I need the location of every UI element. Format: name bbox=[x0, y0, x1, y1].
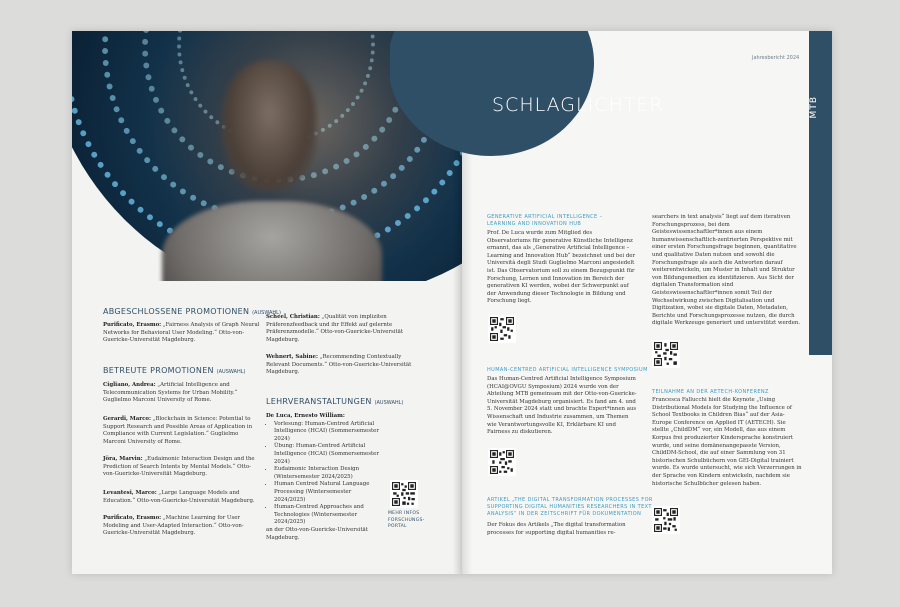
promotion-entry: Purificato, Erasmo: „Fairness Analysis of Graph Neural Networks for Behavioral User Modeling.“ Otto-von-Guericke-Universität Magdeburg. bbox=[103, 322, 260, 344]
aetech-text: Francesca Fallucchi hielt die Keynote „Using Distributional Models for Studying the Influence of School Textbooks in Children Bias“ auf der Asia-Europe Conference on Applied IT (AETECH). Sie stellte „ChildDM“ vor, ein Modell, das aus einem Korpus frei produzierter Kindersprache konstruiert wurde, und seine domänenangepasste Version, ChildDM-School, die auf einer Sammlung von 31 historischen Schulbüchern von GEI-Digital trainiert wurde. Es wurde untersucht, wie sich Verzerrungen in der Sprache von Kindern entwickeln, nachdem sie historische Schulbücher gelesen haben. bbox=[652, 397, 802, 487]
course-item: • Vorlesung: Human-Centred Artificial Intelligence (HCAI) (Sommersemester 2024) bbox=[274, 421, 384, 444]
course-item: • Übung: Human-Centred Artificial Intelligence (HCAI) (Sommersemester 2024) bbox=[274, 443, 384, 466]
promotion-entry: Scheel, Christian: „Qualität von impliziten Präferenzfeedback und ihr Effekt auf gelernte Präferenzmodelle.“ Otto-von-Guericke-Universität Magdeburg. bbox=[266, 314, 404, 343]
article-text: Der Fokus des Artikels „The digital transformation processes for supporting digital humanities re- bbox=[487, 522, 626, 536]
heading-article: ARTIKEL „THE DIGITAL TRANSFORMATION PROCESSES FOR SUPPORTING DIGITAL HUMANITIES RESEARCHERS IN TEXT ANALYSIS“ IN DER ZEITSCHRIFT FÜR DOKUMENTATION bbox=[487, 497, 653, 517]
teaching-footer: an der Otto-von-Guericke-Universität Magdeburg. bbox=[266, 526, 368, 541]
person-face bbox=[222, 61, 317, 191]
qr-code[interactable] bbox=[652, 506, 680, 534]
course-item: • Human Centred Natural Language Processing (Wintersemester 2024/2025) bbox=[274, 481, 384, 504]
article-continued-text: searchers in text analysis“ liegt auf dem iterativen Forschungsprozess, bei dem Geisteswissenschaftler*innen aus einem humanwissenschaftlich-zentrierten Perspektive mit einer ersten Forschungsfrage beginnen, quantitative und qualitative Daten nutzen und sowohl die Forschungsfrage als auch die Antworten darauf weiterentwickeln, um Muster in Inhalt und Struktur von Bildungsmedien zu identifizieren. Aus Sicht der digitalen Transformation sind Geisteswissenschaftler*innen somit Teil der Wechselwirkung zwischen Digitalisation und Digitization, wobei sie digitale Daten, Metadaten, Berichte und Forschungsprozesse nutzen, die durch digitale Werkzeuge generiert und unterstützt werden. bbox=[652, 214, 801, 327]
lecturer-name: De Luca, Ernesto William: bbox=[266, 413, 345, 419]
course-item: • Human-Centred Approaches and Technologies (Wintersemester 2024/2025) bbox=[274, 504, 384, 527]
section-title: SCHLAGLICHTER bbox=[492, 94, 664, 116]
title-circle-left-clip bbox=[390, 31, 462, 156]
teaching-list bbox=[266, 413, 384, 542]
qr-code[interactable] bbox=[652, 340, 680, 368]
promotion-entry: Purificato, Erasmo: „Machine Learning for User Modeling and User-Adapted Interaction.“ Otto-von-Guericke-Universität Magdeburg. bbox=[103, 515, 244, 537]
report-label: Jahresbericht 2024 bbox=[752, 55, 800, 61]
heading-supervised-promotions: BETREUTE PROMOTIONEN (AUSWAHL) bbox=[103, 366, 246, 375]
promotion-entry: Wehnert, Sabine: „Recommending Contextually Relevant Documents.“ Otto-von-Guericke-Universität Magdeburg. bbox=[266, 354, 412, 376]
heading-genai: GENERATIVE ARTIFICIAL INTELLIGENCE – LEARNING AND INNOVATION HUB bbox=[487, 214, 603, 227]
heading-completed-promotions: ABGESCHLOSSENE PROMOTIONEN (AUSWAHL) bbox=[103, 307, 281, 316]
promotion-entry: Gerardi, Marco: „Blockchain in Science: Potential to Support Research and Possible Areas of Application in Compliance with Current Legislation.“ Guglielmo Marconi University of Rome. bbox=[103, 416, 253, 445]
course-list bbox=[266, 421, 384, 527]
promotion-entry: Levantesi, Marco: „Large Language Models and Education.“ Otto-von-Guericke-Universität Magdeburg. bbox=[103, 490, 255, 504]
qr-caption: MEHR INFOS FORSCHUNGS- PORTAL bbox=[388, 511, 425, 529]
qr-code[interactable] bbox=[390, 480, 418, 508]
section-stripe bbox=[809, 31, 832, 355]
qr-code[interactable] bbox=[488, 315, 516, 343]
promotion-entry: Jöra, Marvin: „Eudaimonic Interaction Design and the Prediction of Search Intents by Mental Models.“ Otto-von-Guericke-Universität Magdeburg. bbox=[103, 456, 255, 478]
section-tab-label: MTB bbox=[809, 96, 819, 119]
genai-text: Prof. De Luca wurde zum Mitglied des Observatoriums für generative Künstliche Intelligenz ernannt, das als „Generative Artificial Intelligence – Learning and Innovation Hub“ bezeichnet und bei der Università degli Studi Guglielmo Marconi angesiedelt ist. Das Observatorium soll zu einem Bezugspunkt für Forschung, Lernen und Innovation im Bereich der generativen KI werden, wobei der Schwerpunkt auf der Anwendung dieser Technologie in Bildung und Forschung liegt. bbox=[487, 230, 636, 305]
qr-code[interactable] bbox=[488, 448, 516, 476]
title-circle-part bbox=[390, 31, 462, 156]
heading-teaching: LEHRVERANSTALTUNGEN (AUSWAHL) bbox=[266, 397, 404, 406]
promotion-entry: Cigliano, Andrea: „Artificial Intelligence and Telecommunication Systems for Urban Mobility.“ Guglielmo Marconi University of Rome. bbox=[103, 382, 238, 404]
symposium-text: Das Human-Centred Artificial Intelligence Symposium (HCAI@OVGU Symposium) 2024 wurde von der Abteilung MTB gemeinsam mit der Otto-von-Guericke-Universität Magdeburg organisiert. Es fand am 4. und 5. November 2024 statt und brachte Expert*innen aus Wissenschaft und Industrie zusammen, um Themen wie Verantwortungsvolle KI, Erklärbare KI und Fairness zu diskutieren. bbox=[487, 376, 637, 436]
course-item: • Eudaimonic Interaction Design (Wintersemester 2024/2025) bbox=[274, 466, 384, 481]
heading-aetech: TEILNAHME AN DER AETECH-KONFERENZ bbox=[652, 389, 769, 395]
heading-symposium: HUMAN-CENTRED ARTIFICIAL INTELLIGENCE SYMPOSIUM bbox=[487, 367, 648, 373]
